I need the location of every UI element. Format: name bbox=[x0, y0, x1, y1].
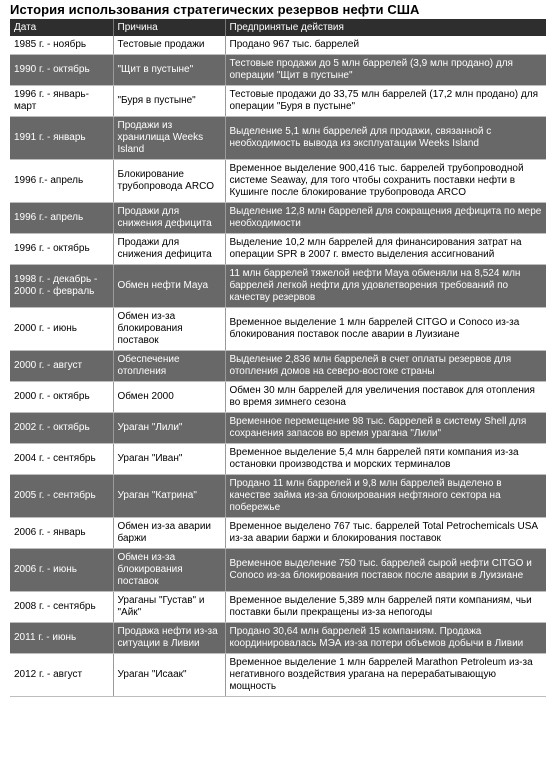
header-reason: Причина bbox=[113, 19, 225, 36]
cell-action: Временное выделено 767 тыс. баррелей Total Petrochemicals USA из-за аварии баржи и блокирования поставок bbox=[225, 518, 546, 549]
table-row bbox=[10, 623, 546, 654]
cell-date: 2000 г. - июнь bbox=[10, 308, 113, 351]
table-row bbox=[10, 117, 546, 160]
table-row bbox=[10, 265, 546, 308]
cell-action: Выделение 12,8 млн баррелей для сокращения дефицита по мере необходимости bbox=[225, 203, 546, 234]
cell-action: Продано 11 млн баррелей и 9,8 млн баррелей выделено в качестве займа из-за блокирования нефтяного сектора на побережье bbox=[225, 475, 546, 518]
cell-reason: Обмен нефти Maya bbox=[113, 265, 225, 308]
cell-date: 1996 г.- апрель bbox=[10, 160, 113, 203]
cell-reason: Продажи для снижения дефицита bbox=[113, 203, 225, 234]
cell-reason: Обмен из-за аварии баржи bbox=[113, 518, 225, 549]
table-row bbox=[10, 654, 546, 697]
cell-action: Временное выделение 900,416 тыс. баррелей трубопроводной системе Seaway, для того чтобы сохранить поставки нефти в Кушинге после блокирование трубопровода ARCO bbox=[225, 160, 546, 203]
table-row bbox=[10, 475, 546, 518]
table-row bbox=[10, 308, 546, 351]
cell-action: Тестовые продажи до 5 млн баррелей (3,9 млн продано) для операции "Щит в пустыне" bbox=[225, 55, 546, 86]
cell-date: 2002 г. - октябрь bbox=[10, 413, 113, 444]
cell-reason: Ураган "Иван" bbox=[113, 444, 225, 475]
cell-reason: Тестовые продажи bbox=[113, 36, 225, 55]
cell-action: Временное выделение 1 млн баррелей CITGO и Conoco из-за блокирования поставок после аварии в Луизиане bbox=[225, 308, 546, 351]
cell-date: 2005 г. - сентябрь bbox=[10, 475, 113, 518]
cell-date: 1996 г. - октябрь bbox=[10, 234, 113, 265]
cell-date: 2006 г. - июнь bbox=[10, 549, 113, 592]
cell-action: Временное выделение 750 тыс. баррелей сырой нефти CITGO и Conoco из-за блокирования поставок после аварии в Луизиане bbox=[225, 549, 546, 592]
cell-reason: Ураган "Исаак" bbox=[113, 654, 225, 697]
table-row bbox=[10, 382, 546, 413]
cell-action: Временное выделение 5,4 млн баррелей пяти компания из-за остановки производства и морских терминалов bbox=[225, 444, 546, 475]
table-row bbox=[10, 234, 546, 265]
cell-date: 2006 г. - январь bbox=[10, 518, 113, 549]
cell-action: Выделение 2,836 млн баррелей в счет оплаты резервов для отопления домов на северо-востоке страны bbox=[225, 351, 546, 382]
table-row bbox=[10, 549, 546, 592]
table-row bbox=[10, 444, 546, 475]
table-row bbox=[10, 160, 546, 203]
header-action: Предпринятые действия bbox=[225, 19, 546, 36]
cell-reason: Ураганы "Густав" и "Айк" bbox=[113, 592, 225, 623]
cell-action: Выделение 5,1 млн баррелей для продажи, связанной с необходимость вывода из эксплуатации Weeks Island bbox=[225, 117, 546, 160]
cell-action: 11 млн баррелей тяжелой нефти Maya обменяли на 8,524 млн баррелей легкой нефти для удовлетворения требований по качеству резервов bbox=[225, 265, 546, 308]
cell-date: 2000 г. - август bbox=[10, 351, 113, 382]
cell-date: 2011 г. - июнь bbox=[10, 623, 113, 654]
cell-date: 1998 г. - декабрь - 2000 г. - февраль bbox=[10, 265, 113, 308]
table-row bbox=[10, 351, 546, 382]
cell-date: 1990 г. - октябрь bbox=[10, 55, 113, 86]
table-row bbox=[10, 55, 546, 86]
cell-reason: Обмен из-за блокирования поставок bbox=[113, 308, 225, 351]
cell-reason: "Щит в пустыне" bbox=[113, 55, 225, 86]
cell-date: 1996 г. - январь-март bbox=[10, 86, 113, 117]
cell-action: Тестовые продажи до 33,75 млн баррелей (17,2 млн продано) для операции "Буря в пустыне" bbox=[225, 86, 546, 117]
table-row bbox=[10, 203, 546, 234]
cell-reason: Продажи для снижения дефицита bbox=[113, 234, 225, 265]
history-table bbox=[10, 19, 546, 697]
cell-reason: "Буря в пустыне" bbox=[113, 86, 225, 117]
cell-action: Продано 30,64 млн баррелей 15 компаниям. Продажа координировалась МЭА из-за потери объемов добычи в Ливии bbox=[225, 623, 546, 654]
cell-reason: Продажа нефти из-за ситуации в Ливии bbox=[113, 623, 225, 654]
cell-action: Обмен 30 млн баррелей для увеличения поставок для отопления во время зимнего сезона bbox=[225, 382, 546, 413]
cell-action: Временное выделение 1 млн баррелей Marathon Petroleum из-за негативного воздействия урагана на перерабатывающую мощность bbox=[225, 654, 546, 697]
cell-action: Продано 967 тыс. баррелей bbox=[225, 36, 546, 55]
table-header bbox=[10, 19, 546, 36]
cell-reason: Блокирование трубопровода ARCO bbox=[113, 160, 225, 203]
table-body bbox=[10, 36, 546, 697]
cell-date: 1985 г. - ноябрь bbox=[10, 36, 113, 55]
cell-action: Временное перемещение 98 тыс. баррелей в систему Shell для сохранения запасов во время урагана "Лили" bbox=[225, 413, 546, 444]
cell-date: 2012 г. - август bbox=[10, 654, 113, 697]
cell-date: 1996 г.- апрель bbox=[10, 203, 113, 234]
cell-date: 2008 г. - сентябрь bbox=[10, 592, 113, 623]
cell-reason: Обеспечение отопления bbox=[113, 351, 225, 382]
table-row bbox=[10, 36, 546, 55]
header-date: Дата bbox=[10, 19, 113, 36]
cell-reason: Ураган "Катрина" bbox=[113, 475, 225, 518]
table-row bbox=[10, 413, 546, 444]
cell-action: Выделение 10,2 млн баррелей для финансирования затрат на операции SPR в 2007 г. вместо выделения ассигнований bbox=[225, 234, 546, 265]
table-row bbox=[10, 86, 546, 117]
table-row bbox=[10, 518, 546, 549]
cell-date: 2000 г. - октябрь bbox=[10, 382, 113, 413]
page-title: История использования стратегических резервов нефти США bbox=[10, 2, 420, 17]
cell-reason: Ураган "Лили" bbox=[113, 413, 225, 444]
table-row bbox=[10, 592, 546, 623]
cell-date: 1991 г. - январь bbox=[10, 117, 113, 160]
cell-reason: Продажи из хранилища Weeks Island bbox=[113, 117, 225, 160]
cell-action: Временное выделение 5,389 млн баррелей пяти компаниям, чьи поставки были прекращены из-за непогоды bbox=[225, 592, 546, 623]
cell-reason: Обмен из-за блокирования поставок bbox=[113, 549, 225, 592]
header-row bbox=[10, 19, 546, 36]
cell-reason: Обмен 2000 bbox=[113, 382, 225, 413]
cell-date: 2004 г. - сентябрь bbox=[10, 444, 113, 475]
